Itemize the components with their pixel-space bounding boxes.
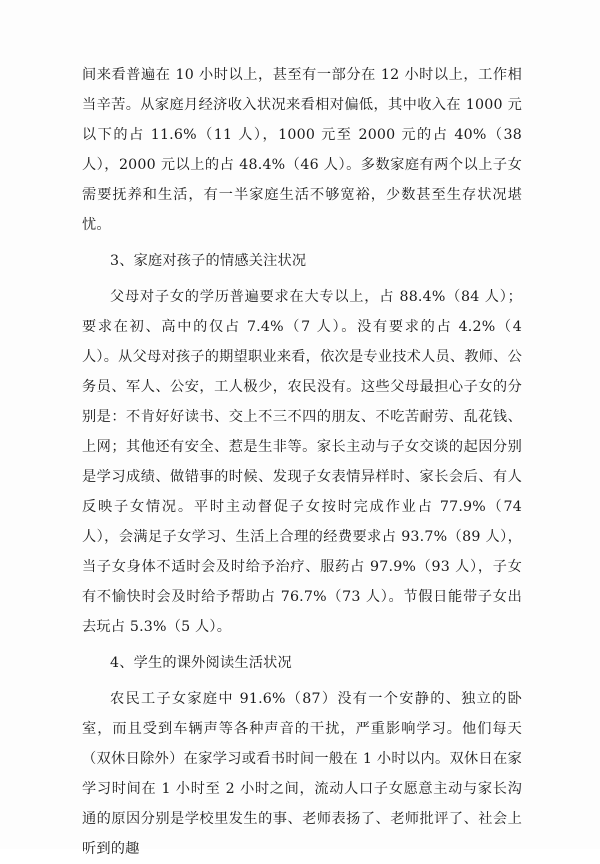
section-heading-reading-life: 4、学生的课外阅读生活状况 [110,655,292,671]
document-body [82,60,522,864]
section-heading-emotional-care: 3、家庭对孩子的情感关注状况 [110,253,307,269]
paragraph-emotional-care: 父母对子女的学历普遍要求在大专以上，占 88.4%（84 人）；要求在初、高中的仅占 7.4%（7 人）。没有要求的占 4.2%（4 人）。从父母对孩子的期望职业来看，依次是专业技术人员、教师、公务员、军人、公安，工人极少，农民没有。这些父母最担心子女的分别是：不肯好好读书、交上不三不四的朋友、不吃苦耐劳、乱花钱、上网；其他还有安全、惹是生非等。家长主动与子女交谈的起因分别是学习成绩、做错事的时候、发现子女表情异样时、家长会后、有人反映子女情况。平时主动督促子女按时完成作业占 77.9%（74 人），会满足子女学习、生活上合理的经费要求占 93.7%（89 人），当子女身体不适时会及时给予治疗、服药占 97.9%（93 人），子女有不愉快时会及时给予帮助占 76.7%（73 人）。节假日能带子女出去玩占 5.3%（5 人）。 [82,289,522,635]
paragraph-reading-life: 农民工子女家庭中 91.6%（87）没有一个安静的、独立的卧室，而且受到车辆声等各种声音的干扰，严重影响学习。他们每天（双休日除外）在家学习或看书时间一般在 1 小时以内。双休日在家学习时间在 1 小时至 2 小时之间，流动人口子女愿意主动与家长沟通的原因分别是学校里发生的事、老师表扬了、老师批评了、社会上听到的趣 [82,691,522,857]
paragraph-income: 间来看普遍在 10 小时以上，甚至有一部分在 12 小时以上，工作相当辛苦。从家庭月经济收入状况来看相对偏低，其中收入在 1000 元以下的占 11.6%（11 人），1000 元至 2000 元的占 40%（38 人），2000 元以上的占 48.4%（46 人）。多数家庭有两个以上子女需要抚养和生活，有一半家庭生活不够宽裕，少数甚至生存状况堪忧。 [82,67,522,233]
